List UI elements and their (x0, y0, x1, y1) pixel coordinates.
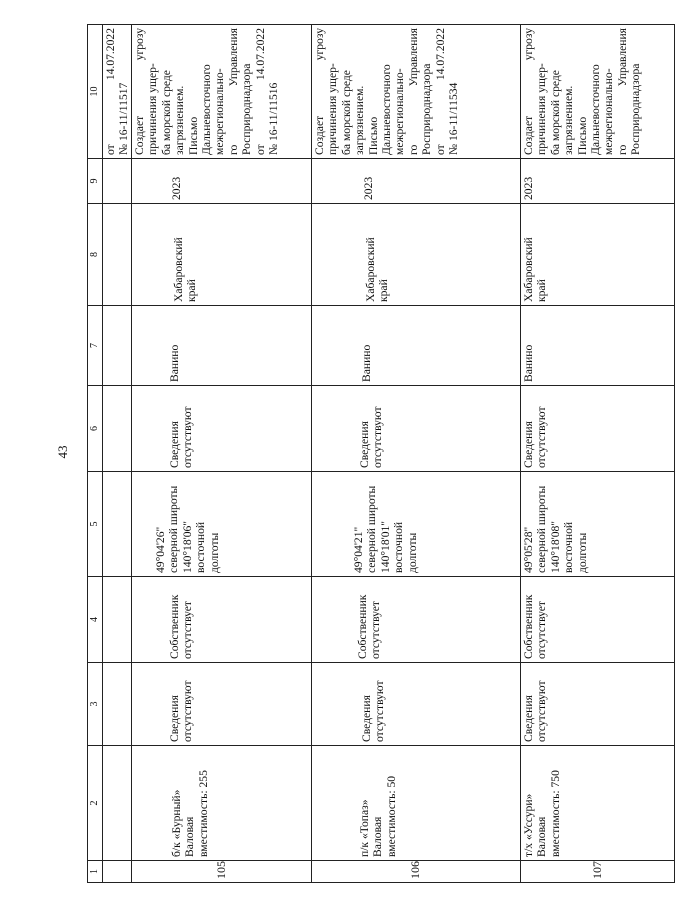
owner-cell: Собственник отсутствует (312, 577, 521, 663)
vessel-cell: б/к «Бурный» Валовая вместимость: 255 (132, 746, 312, 861)
rotated-table-container (87, 25, 643, 883)
table-row (312, 25, 521, 883)
region-cell: Хабаровский край (521, 204, 675, 306)
region-cell: Хабаровский край (312, 204, 521, 306)
row-number: 106 (312, 861, 521, 883)
info-cell: Сведения отсутствуют (521, 663, 675, 746)
place-cell: Ванино (312, 306, 521, 386)
column-number: 2 (88, 746, 103, 861)
table-row (521, 25, 675, 883)
column-number: 7 (88, 306, 103, 386)
year-cell: 2023 (312, 159, 521, 204)
owner-cell: Собственник отсутствует (521, 577, 675, 663)
column-number: 1 (88, 861, 103, 883)
coordinates-cell: 49°04'21" северной широты 140°18'01" восточной долготы (312, 472, 521, 577)
column-number: 9 (88, 159, 103, 204)
info-cell: Сведения отсутствуют (312, 386, 521, 472)
place-cell: Ванино (132, 306, 312, 386)
note-cell: Создает угрозу причинения ущер- ба морской среде загрязнением. Письмо Дальневосточного межрегионально- го Управления Росприроднадзора от 14.07.2022 № 16-11/11534 (312, 25, 521, 159)
place-cell: Ванино (521, 306, 675, 386)
column-number: 8 (88, 204, 103, 306)
page-number: 43 (55, 445, 70, 459)
vessel-cell: т/х «Уссури» Валовая вместимость: 750 (521, 746, 675, 861)
column-number: 6 (88, 386, 103, 472)
column-number: 5 (88, 472, 103, 577)
info-cell: Сведения отсутствуют (312, 663, 521, 746)
info-cell: Сведения отсутствуют (132, 386, 312, 472)
column-number: 10 (88, 25, 103, 159)
continuation-row (103, 25, 132, 883)
row-number: 107 (521, 861, 675, 883)
region-cell: Хабаровский край (132, 204, 312, 306)
year-cell: 2023 (521, 159, 675, 204)
coordinates-cell: 49°05'28" северной широты 140°18'08" восточной долготы (521, 472, 675, 577)
coordinates-cell: 49°04'26" северной широты 140°18'06" восточной долготы (132, 472, 312, 577)
year-cell: 2023 (132, 159, 312, 204)
column-number: 4 (88, 577, 103, 663)
continuation-note: от 14.07.2022 № 16-11/11517 (103, 25, 132, 159)
note-cell: Создает угрозу причинения ущер- ба морской среде загрязнением. Письмо Дальневосточного межрегионально- го Управления Росприроднадзора (521, 25, 675, 159)
column-number-row (88, 25, 103, 883)
info-cell: Сведения отсутствуют (521, 386, 675, 472)
owner-cell: Собственник отсутствует (132, 577, 312, 663)
table-row (132, 25, 312, 883)
column-number: 3 (88, 663, 103, 746)
vessel-registry-table (87, 24, 675, 883)
vessel-cell: п/к «Топаз» Валовая вместимость: 50 (312, 746, 521, 861)
row-number: 105 (132, 861, 312, 883)
note-cell: Создает угрозу причинения ущер- ба морской среде загрязнением. Письмо Дальневосточного межрегионально- го Управления Росприроднадзора от 14.07.2022 № 16-11/11516 (132, 25, 312, 159)
info-cell: Сведения отсутствуют (132, 663, 312, 746)
